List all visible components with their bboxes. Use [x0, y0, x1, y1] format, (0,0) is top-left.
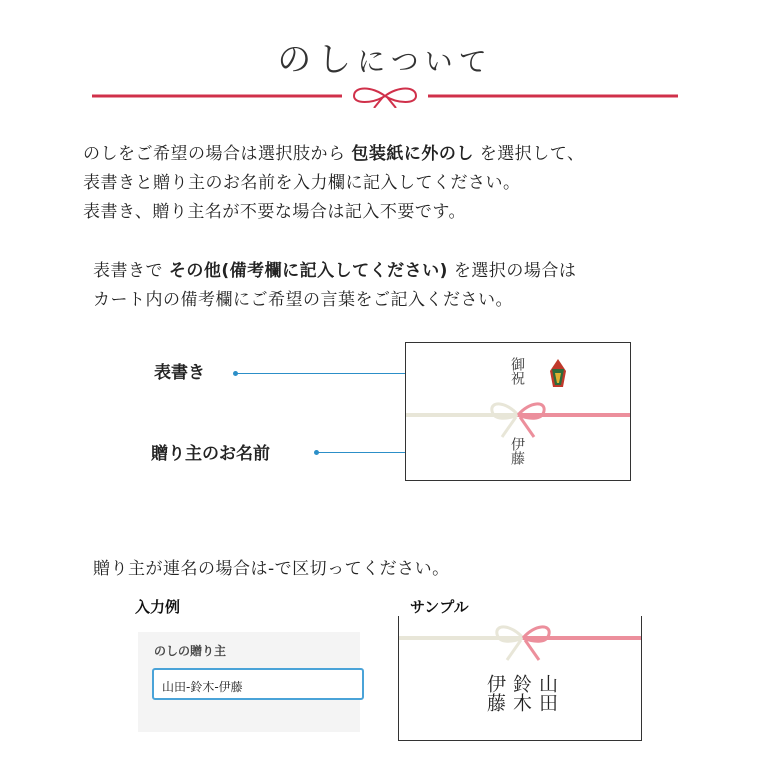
sender-input[interactable]: 山田-鈴木-伊藤 — [152, 668, 364, 700]
other-line-1-bold: その他(備考欄に記入してください) — [168, 261, 448, 281]
ribbon-divider — [92, 84, 678, 108]
form-example — [138, 632, 360, 732]
intro-line-2: 表書きと贈り主のお名前を入力欄に記入してください。 — [83, 173, 521, 193]
name-yamada: 山田 — [536, 674, 558, 712]
noshi-ornament-icon — [550, 359, 566, 387]
intro-line-3: 表書き、贈り主名が不要な場合は記入不要です。 — [83, 202, 466, 222]
sample-title-text: 御祝 — [509, 357, 525, 385]
omotegaki-label: 表書き — [154, 363, 205, 383]
intro-line-1-post: を選択して、 — [473, 144, 585, 164]
noshi-sample — [405, 342, 631, 481]
title-rest: について — [357, 45, 493, 78]
other-line-1 — [93, 258, 576, 284]
intro-line-1 — [83, 141, 584, 167]
sender-label: 贈り主のお名前 — [151, 444, 270, 464]
multi-name-text: 贈り主が連名の場合は-で区切ってください。 — [93, 559, 450, 579]
name-suzuki: 鈴木 — [510, 674, 532, 712]
page-title — [0, 32, 770, 81]
noshi-sample-multi — [398, 616, 642, 741]
sample-label: サンプル — [410, 598, 469, 616]
other-line-2: カート内の備考欄にご希望の言葉をご記入ください。 — [93, 290, 513, 310]
form-label: のしの贈り主 — [154, 644, 227, 658]
intro-line-1-pre: のしをご希望の場合は選択肢から — [83, 144, 352, 164]
title-main: のし — [277, 40, 358, 80]
intro-line-1-bold: 包装紙に外のし — [351, 144, 474, 164]
bow-icon — [354, 89, 416, 109]
other-line-1-post: を選択の場合は — [447, 261, 577, 281]
input-example-label: 入力例 — [135, 598, 181, 616]
name-ito: 伊藤 — [484, 674, 506, 712]
other-line-1-pre: 表書きで — [93, 261, 169, 281]
sample-sender-text: 伊藤 — [509, 437, 525, 465]
